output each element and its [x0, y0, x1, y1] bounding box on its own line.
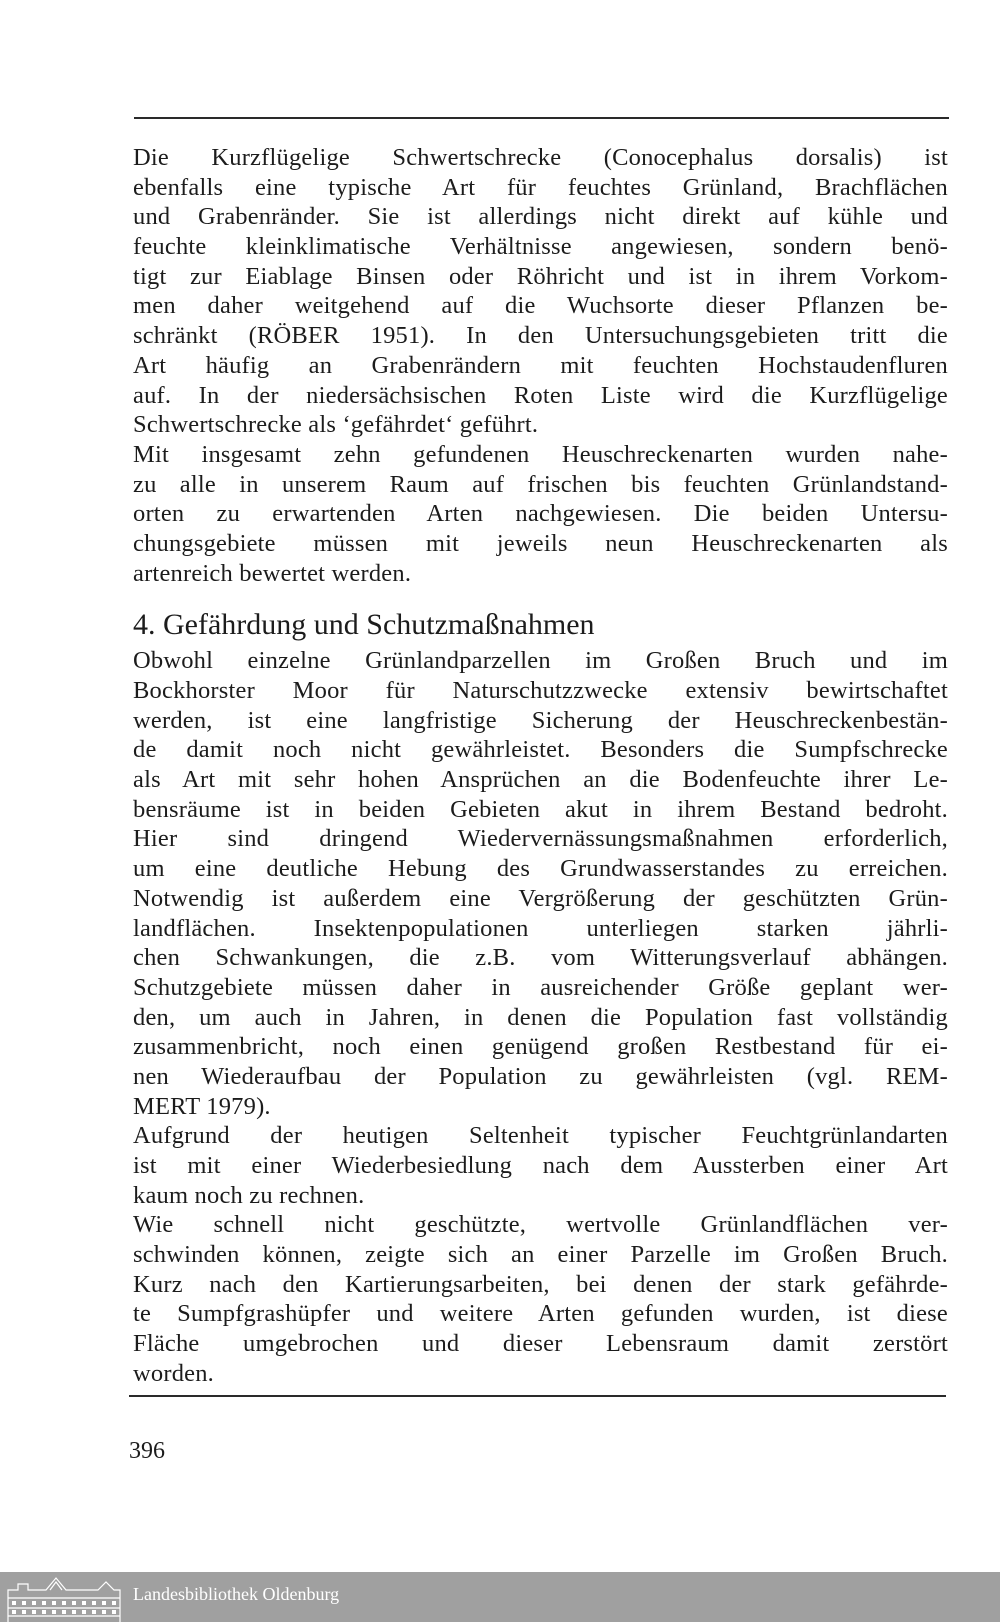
- text-line: und Grabenränder. Sie ist allerdings nicht direkt auf kühle und: [133, 203, 948, 231]
- text-line: Fläche umgebrochen und dieser Lebensraum damit zerstört: [133, 1330, 948, 1358]
- text-line: ebenfalls eine typische Art für feuchtes Grünland, Brachflächen: [133, 173, 948, 201]
- text-line: schränkt (RÖBER 1951). In den Untersuchungsgebieten tritt die: [133, 322, 948, 350]
- paragraph: [133, 646, 948, 1121]
- text-line: de damit noch nicht gewährleistet. Besonders die Sumpfschrecke: [133, 736, 948, 764]
- paragraph: [133, 440, 948, 588]
- text-line: Schwertschrecke als ‘gefährdet‘ geführt.: [133, 411, 539, 439]
- text-line: um eine deutliche Hebung des Grundwasserstandes zu erreichen.: [133, 855, 948, 883]
- text-line: nen Wiederaufbau der Population zu gewährleisten (vgl. REM-: [133, 1062, 948, 1090]
- text-line: Art häufig an Grabenrändern mit feuchten Hochstaudenfluren: [133, 351, 948, 379]
- text-line: orten zu erwartenden Arten nachgewiesen. Die beiden Untersu-: [133, 500, 948, 528]
- section-3-text: [133, 143, 948, 588]
- text-line: werden, ist eine langfristige Sicherung der Heuschreckenbestän-: [133, 706, 948, 734]
- text-line: MERT 1979).: [133, 1092, 271, 1120]
- paragraph: [133, 143, 948, 440]
- text-line: bensräume ist in beiden Gebieten akut in ihrem Bestand bedroht.: [133, 795, 948, 823]
- text-line: feuchte kleinklimatische Verhältnisse angewiesen, sondern benö-: [133, 233, 948, 261]
- text-line: Die Kurzflügelige Schwertschrecke (Conocephalus dorsalis) ist: [133, 144, 948, 171]
- text-line: zu alle in unserem Raum auf frischen bis feuchten Grünlandstand-: [133, 470, 948, 498]
- text-line: schwinden können, zeigte sich an einer Parzelle im Großen Bruch.: [133, 1241, 948, 1269]
- footer-bar: [0, 1572, 1000, 1622]
- text-line: te Sumpfgrashüpfer und weitere Arten gefunden wurden, ist diese: [133, 1300, 948, 1328]
- bottom-rule: [129, 1395, 946, 1397]
- text-line: als Art mit sehr hohen Ansprüchen an die Bodenfeuchte ihrer Le-: [133, 766, 948, 794]
- text-line: Notwendig ist außerdem eine Vergrößerung der geschützten Grün-: [133, 884, 948, 912]
- text-line: Obwohl einzelne Grünlandparzellen im Großen Bruch und im: [133, 647, 948, 675]
- text-line: chen Schwankungen, die z.B. vom Witterungsverlauf abhängen.: [133, 944, 948, 972]
- text-line: zusammenbricht, noch einen genügend großen Restbestand für ei-: [133, 1033, 948, 1061]
- text-line: auf. In der niedersächsischen Roten Liste wird die Kurzflügelige: [133, 381, 948, 409]
- text-line: Mit insgesamt zehn gefundenen Heuschreckenarten wurden nahe-: [133, 440, 948, 468]
- section-heading: 4. Gefährdung und Schutzmaßnahmen: [133, 608, 595, 642]
- text-line: chungsgebiete müssen mit jeweils neun Heuschreckenarten als: [133, 529, 948, 557]
- library-name: Landesbibliothek Oldenburg: [133, 1584, 340, 1604]
- page-number: 396: [129, 1438, 165, 1464]
- text-line: landflächen. Insektenpopulationen unterliegen starken jährli-: [133, 914, 948, 942]
- text-line: worden.: [133, 1359, 215, 1387]
- text-line: artenreich bewertet werden.: [133, 559, 412, 587]
- section-4-text: [133, 646, 948, 1388]
- text-line: men daher weitgehend auf die Wuchsorte dieser Pflanzen be-: [133, 292, 948, 320]
- text-line: Schutzgebiete müssen daher in ausreichender Größe geplant wer-: [133, 973, 948, 1001]
- text-line: tigt zur Eiablage Binsen oder Röhricht und ist in ihrem Vorkom-: [133, 262, 948, 290]
- text-line: Hier sind dringend Wiedervernässungsmaßnahmen erforderlich,: [133, 825, 948, 853]
- paragraph: [133, 1121, 948, 1210]
- text-line: ist mit einer Wiederbesiedlung nach dem Aussterben einer Art: [133, 1152, 948, 1179]
- text-line: Kurz nach den Kartierungsarbeiten, bei denen der stark gefährde-: [133, 1270, 948, 1298]
- text-line: Wie schnell nicht geschützte, wertvolle Grünlandflächen ver-: [133, 1211, 948, 1239]
- top-rule: [134, 117, 949, 119]
- page-body: [133, 143, 948, 1389]
- paragraph: [133, 1210, 948, 1388]
- text-line: Aufgrund der heutigen Seltenheit typischer Feuchtgrünlandarten: [133, 1122, 948, 1150]
- text-line: Bockhorster Moor für Naturschutzzwecke extensiv bewirtschaftet: [133, 677, 948, 704]
- text-line: den, um auch in Jahren, in denen die Population fast vollständig: [133, 1003, 948, 1031]
- library-building-icon: [6, 1576, 124, 1622]
- text-line: kaum noch zu rechnen.: [133, 1181, 365, 1209]
